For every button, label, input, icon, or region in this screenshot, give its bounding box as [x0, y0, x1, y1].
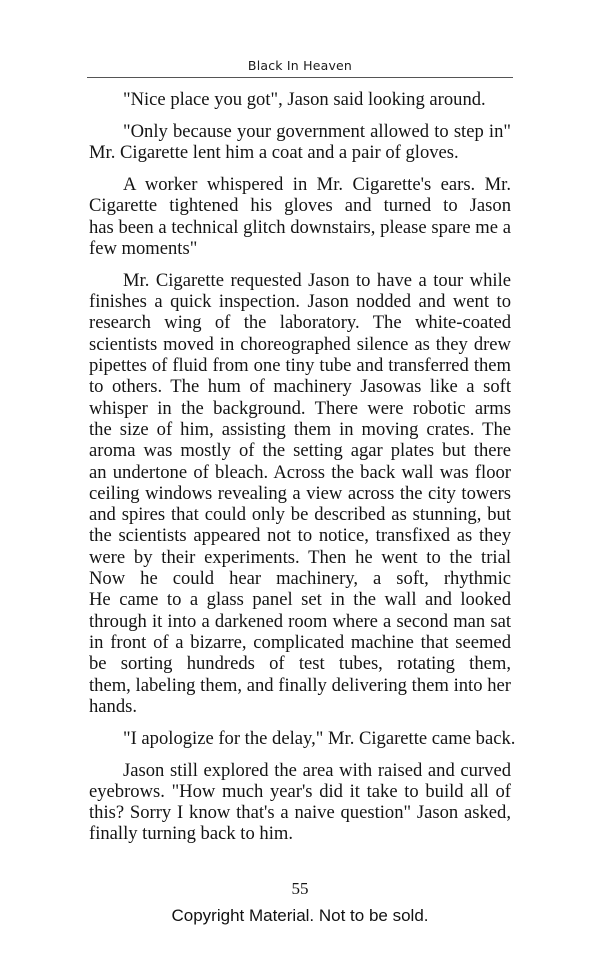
- text-line: He came to a glass panel set in the wall and looked: [89, 589, 511, 611]
- text-line: Jason still explored the area with raised and curved: [123, 759, 511, 781]
- page-number: 55: [291, 879, 309, 898]
- text-line: Cigarette tightened his gloves and turned to Jason: [89, 195, 511, 217]
- text-line: finally turning back to him.: [89, 823, 293, 845]
- text-line: finishes a quick inspection. Jason nodded and went to: [89, 291, 511, 313]
- paragraph: [89, 727, 516, 749]
- text-line: ceiling windows revealing a view across the city towers: [89, 482, 511, 504]
- text-line: this? Sorry I know that's a naive question" Jason asked,: [89, 802, 511, 824]
- text-line: be sorting hundreds of test tubes, rotating them,: [89, 653, 511, 675]
- text-line: the size of him, assisting them in moving crates. The: [89, 418, 511, 440]
- text-line: few moments": [89, 237, 198, 259]
- text-line: "I apologize for the delay," Mr. Cigarette came back.: [123, 727, 516, 749]
- paragraph: [89, 121, 511, 164]
- text-line: hands.: [89, 695, 138, 717]
- text-line: has been a technical glitch downstairs, please spare me a: [89, 216, 511, 238]
- body-text: [89, 89, 516, 855]
- text-line: to others. The hum of machinery Jasowas like a soft: [89, 376, 511, 398]
- paragraph: [89, 89, 511, 110]
- running-header-title: Black In Heaven: [247, 58, 353, 73]
- text-line: pipettes of fluid from one tiny tube and transferred them: [89, 355, 511, 377]
- text-line: research wing of the laboratory. The white-coated: [89, 312, 511, 334]
- text-line: eyebrows. "How much year's did it take to build all of: [89, 780, 511, 802]
- text-line: aroma was mostly of the setting agar plates but there: [89, 440, 511, 462]
- text-line: Mr. Cigarette lent him a coat and a pair of gloves.: [89, 142, 459, 164]
- text-line: whisper in the background. There were robotic arms: [89, 397, 511, 419]
- text-line: the scientists appeared not to notice, transfixed as they: [89, 525, 511, 547]
- text-line: scientists moved in choreographed silence as they drew: [89, 333, 511, 355]
- text-line: Mr. Cigarette requested Jason to have a tour while: [123, 269, 511, 291]
- copyright-notice: Copyright Material. Not to be sold.: [171, 906, 429, 925]
- text-line: and spires that could only be described as stunning, but: [89, 504, 511, 526]
- text-line: were by their experiments. Then he went to the trial: [89, 546, 511, 568]
- header-divider: [87, 77, 513, 78]
- paragraph: [89, 760, 511, 845]
- text-line: them, labeling them, and finally delivering them into her: [89, 674, 511, 696]
- text-line: "Nice place you got", Jason said looking around.: [123, 89, 486, 110]
- text-line: A worker whispered in Mr. Cigarette's ears. Mr.: [123, 174, 511, 196]
- paragraph: [89, 174, 511, 259]
- text-line: Now he could hear machinery, a soft, rhythmic: [89, 568, 511, 590]
- text-line: "Only because your government allowed to step in": [123, 120, 511, 142]
- paragraph: [89, 270, 511, 717]
- text-line: an undertone of bleach. Across the back wall was floor: [89, 461, 511, 483]
- text-line: in front of a bizarre, complicated machine that seemed: [89, 631, 511, 653]
- text-line: through it into a darkened room where a second man sat: [89, 610, 511, 632]
